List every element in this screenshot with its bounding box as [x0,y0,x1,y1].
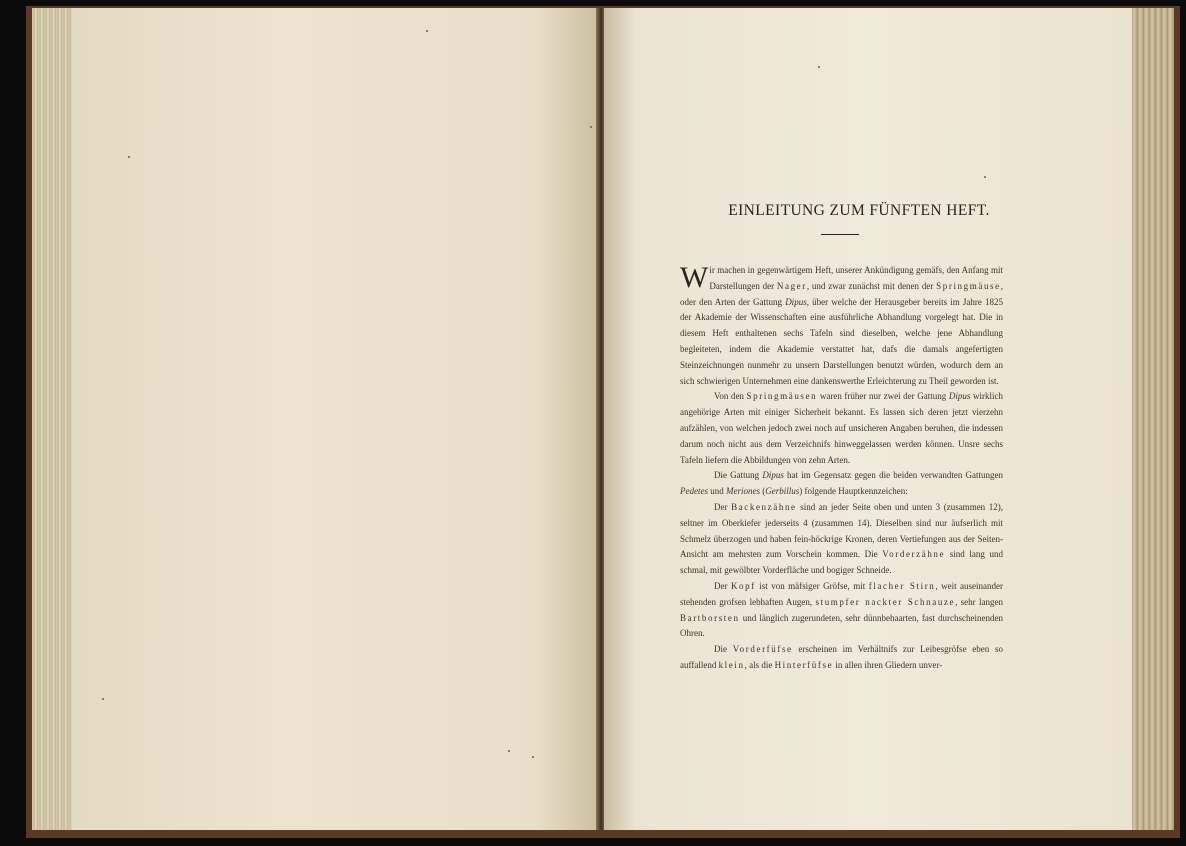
spaced-text: flacher Stirn [868,580,936,591]
italic-text: Dipus [785,296,807,307]
paper-speck [984,176,986,178]
italic-text: Pedetes [680,486,708,497]
text-run: und länglich zugerundeten, sehr dünnbehaarten, fast durchscheinenden Ohren. [680,612,1003,639]
title-rule [821,234,859,236]
paper-speck [508,750,510,752]
text-run: sind lang und schmal, mit gewölbter Vorderfläche und bogiger Schneide. [680,549,1003,576]
text-run: , oder den Arten der Gattung [680,280,1003,307]
text-run: und [707,486,726,497]
paragraph-content [680,502,1003,575]
text-run: wirklich angehörige Arten mit einiger Sicherheit bekannt. Es lassen sich deren jetzt vierzehn aufzählen, von welchen jedoch zwei noch auf unsicheren Angaben beruhen, die indessen darum noch nicht aus dem Verzeichnifs hinweggelassen werden können. Unsre sechs Tafeln liefern die Abbildungen von zehn Arten. [680,391,1003,465]
paragraph-content [680,391,1003,464]
paper-speck [102,698,104,700]
right-page-stack [1126,8,1174,830]
spaced-text: Vorderzähne [882,549,946,560]
text-run: Von den [714,391,747,402]
paragraph-content [680,470,1003,496]
paper-speck [818,66,820,68]
spaced-text: Kopf [730,580,756,591]
text-run: Die Gattung [714,470,763,481]
text-run: , und zwar zunächst mit denen der [806,280,937,291]
text-run: erscheinen im Verhältnifs zur Leibesgröfse eben so auffallend [680,644,1003,670]
italic-text: Meriones [725,486,760,497]
italic-text: Dipus [948,391,971,402]
paper-speck [532,756,534,758]
text-run: ir machen in gegenwärtigem Heft, unserer Ankündigung gemäfs, den Anfang mit Darstellungen der [709,265,1003,291]
text-run: Der [714,580,731,591]
spaced-text: Bartborsten [680,612,740,623]
spaced-text: Nager [776,280,807,291]
text-run: ) folgende Hauptkennzeichen: [799,486,908,497]
paragraph-content [680,581,1003,638]
text-run: Der [714,501,732,512]
spaced-text: Springmäuse [936,280,1001,291]
paragraph [680,579,1003,642]
left-page [72,8,598,830]
text-run: , weit auseinander stehenden grofsen lebhaften Augen, [680,580,1003,607]
spaced-text: Hinterfüfse [774,659,834,670]
paragraph [680,642,1003,674]
page-title: EINLEITUNG ZUM FÜNFTEN HEFT. [728,202,990,219]
spaced-text: klein [718,659,745,670]
paragraph [680,500,1003,579]
text-run: waren früher nur zwei der Gattung [817,391,949,402]
text-run: in allen ihren Gliedern unver- [833,659,943,670]
text-run: , als die [744,659,775,670]
paragraph [680,263,1003,389]
paragraph-content [680,644,1003,670]
paper-speck [426,30,428,32]
italic-text: Gerbillus [765,486,800,497]
text-run: hat im Gegensatz gegen die beiden verwandten Gattungen [783,470,1003,481]
spaced-text: Backenzähne [731,501,797,512]
text-run: ist von mäfsiger Gröfse, mit [755,580,869,591]
text-run: ( [759,486,766,497]
paper-speck [128,156,130,158]
paragraph [680,389,1003,468]
spaced-text: Vorderfüfse [732,644,793,655]
text-run: Die [714,644,733,655]
text-run: sind an jeder Seite oben und unten 3 (zusammen 12), seltner im Oberkiefer jederseits 4 (zusammen 14). Dieselben sind nur äufserlich mit Schmelz überzogen und haben fein-höckrige Kronen, deren Vertiefungen aus der Seiten-Ansicht am mehrsten zum Vorschein kommen. Die [680,501,1003,560]
drop-cap: W [680,261,709,294]
paragraph-content [680,261,1004,386]
paragraph [680,468,1003,500]
body-text [680,263,1003,674]
paper-speck [590,126,592,128]
text-run: , sehr langen [955,596,1003,607]
spaced-text: Springmäusen [746,391,818,402]
text-run: , über welche der Herausgeber bereits im Jahre 1825 der Akademie der Wissenschaften eine ausführliche Abhandlung vorgelegt hat. Die in diesem Heft enthaltenen sechs Tafeln sind dieselben, welche jene Abhandlung begleiteten, indem die Akademie verstattet hat, dafs die damals angefertigten Steinzeichnungen nunmehr zu unsern Darstellungen benutzt würden, wodurch dem an sich schwierigen Unternehmen eine dankenswerthe Erleichterung zu Theil geworden ist. [680,296,1004,386]
italic-text: Dipus [762,470,784,481]
spaced-text: stumpfer nackter Schnauze [815,596,956,607]
